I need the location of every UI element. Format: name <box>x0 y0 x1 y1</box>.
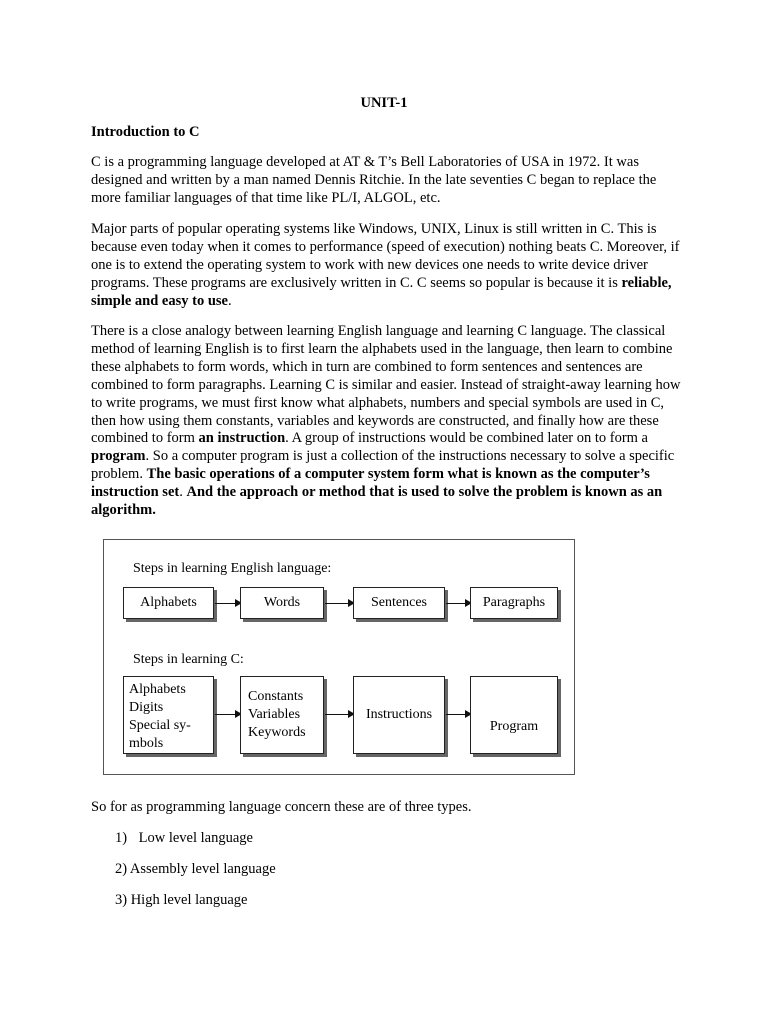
arrow-right-icon <box>325 603 353 604</box>
list-item <box>115 829 253 847</box>
c-step-constants: Constants Variables Keywords <box>240 676 324 754</box>
analogy-bold-program: program <box>91 448 146 465</box>
list-item-number: 1) <box>115 830 128 846</box>
paragraph-history: C is a programming language developed at AT & T’s Bell Laboratories of USA in 1972. It was designed and written by a man named Dennis Ritchie. In the late seventies C began to replace the more familiar languages of that time like PL/I, ALGOL, etc. <box>91 154 657 206</box>
arrow-right-icon <box>215 714 240 715</box>
english-step-alphabets: Alphabets <box>123 587 214 619</box>
paragraph-analogy <box>91 323 683 520</box>
english-step-paragraphs: Paragraphs <box>470 587 558 619</box>
analogy-part4: . <box>179 484 187 501</box>
english-step-words: Words <box>240 587 324 619</box>
arrow-right-icon <box>446 603 470 604</box>
paragraph-popularity-text: Major parts of popular operating systems like Windows, UNIX, Linux is still written in C. This is because even today when it comes to performance (speed of execution) nothing beats C. Moreover, if one is to extend the operating system to work with new devices one needs to write device driver programs. These programs are exclusively written in C. C seems so popular is because it is <box>91 221 680 291</box>
c-step-program: Program <box>470 676 558 754</box>
analogy-bold-instruction-set: The basic operations of a computer system form what is known as the computer’s instruction set <box>91 466 650 501</box>
arrow-right-icon <box>215 603 240 604</box>
list-item-text: Low level language <box>138 830 253 846</box>
analogy-part3: . So a computer program is just a collection of the instructions necessary to solve a specific problem. <box>91 448 675 483</box>
analogy-part2: . A group of instructions would be combined later on to form a <box>285 430 648 447</box>
arrow-right-icon <box>446 714 470 715</box>
intro-heading: Introduction to C <box>91 124 200 140</box>
analogy-part1: There is a close analogy between learning English language and learning C language. The classical method of learning English is to first learn the alphabets used in the language, then learn to combine these alphabets to form words, which in turn are combined to form sentences and sentences are combined to form paragraphs. Learning C is similar and easier. Instead of straight-away learning how to write programs, we must first know what alphabets, numbers and special symbols are used in C, then how using them constants, variables and keywords are constructed, and finally how are these combined to form <box>91 323 681 447</box>
paragraph-popularity <box>91 221 683 311</box>
learning-steps-diagram <box>103 539 575 775</box>
c-step-instructions: Instructions <box>353 676 445 754</box>
list-item: 2) Assembly level language <box>115 861 276 877</box>
unit-title: UNIT-1 <box>360 95 408 111</box>
analogy-bold-instruction: an instruction <box>198 430 286 447</box>
arrow-right-icon <box>325 714 353 715</box>
types-intro: So for as programming language concern these are of three types. <box>91 799 472 815</box>
c-step-alphabets: Alphabets Digits Special sy- mbols <box>123 676 214 754</box>
paragraph-popularity-bold: reliable, simple and easy to use <box>91 274 672 309</box>
english-step-sentences: Sentences <box>353 587 445 619</box>
paragraph-popularity-end: . <box>227 292 232 309</box>
c-steps-heading: Steps in learning C: <box>133 652 244 667</box>
list-item: 3) High level language <box>115 892 248 908</box>
english-steps-heading: Steps in learning English language: <box>133 561 332 576</box>
analogy-bold-algorithm: And the approach or method that is used to solve the problem is known as an algorithm. <box>91 484 663 519</box>
